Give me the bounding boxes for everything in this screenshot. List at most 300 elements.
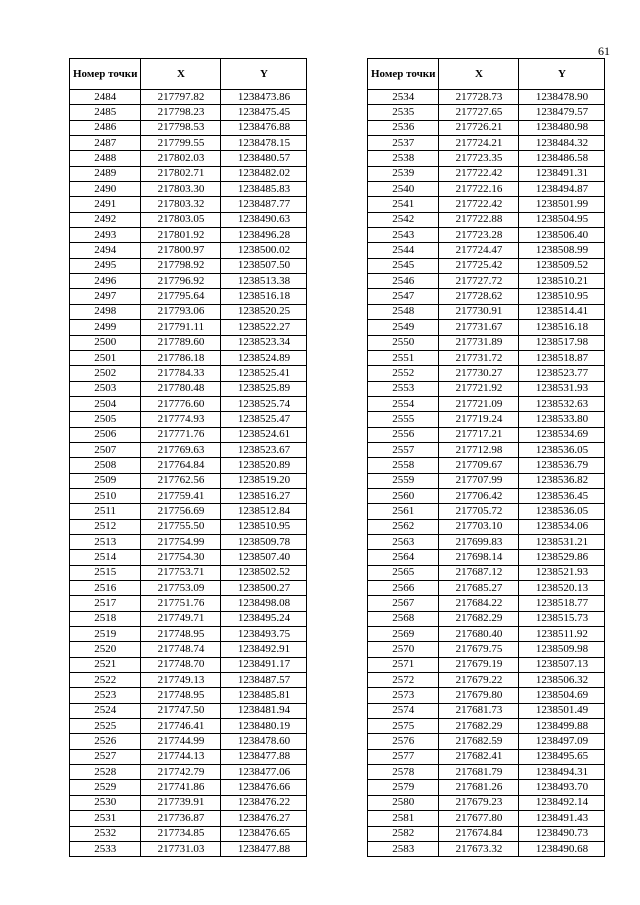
- x-coordinate-cell: 217797.82: [141, 90, 221, 105]
- point-number-cell: 2539: [368, 166, 439, 181]
- x-coordinate-cell: 217774.93: [141, 412, 221, 427]
- x-coordinate-cell: 217762.56: [141, 473, 221, 488]
- x-coordinate-cell: 217673.32: [439, 841, 519, 856]
- point-number-cell: 2501: [70, 350, 141, 365]
- table-row: [70, 504, 307, 519]
- y-coordinate-cell: 1238480.19: [221, 719, 307, 734]
- x-coordinate-cell: 217796.92: [141, 274, 221, 289]
- y-coordinate-cell: 1238509.78: [221, 534, 307, 549]
- x-coordinate-cell: 217751.76: [141, 596, 221, 611]
- y-coordinate-cell: 1238536.05: [519, 442, 605, 457]
- table-row: [368, 534, 605, 549]
- y-coordinate-cell: 1238477.88: [221, 749, 307, 764]
- x-coordinate-cell: 217802.03: [141, 151, 221, 166]
- y-coordinate-cell: 1238525.47: [221, 412, 307, 427]
- table-row: [70, 381, 307, 396]
- table-row: [368, 90, 605, 105]
- point-number-cell: 2569: [368, 627, 439, 642]
- point-number-cell: 2506: [70, 427, 141, 442]
- table-row: [368, 304, 605, 319]
- table-row: [70, 565, 307, 580]
- x-coordinate-cell: 217717.21: [439, 427, 519, 442]
- point-number-cell: 2570: [368, 642, 439, 657]
- x-coordinate-cell: 217742.79: [141, 765, 221, 780]
- table-row: [368, 427, 605, 442]
- x-coordinate-cell: 217679.23: [439, 795, 519, 810]
- table-row: [368, 688, 605, 703]
- x-coordinate-cell: 217684.22: [439, 596, 519, 611]
- x-coordinate-cell: 217802.71: [141, 166, 221, 181]
- point-number-cell: 2538: [368, 151, 439, 166]
- point-number-cell: 2548: [368, 304, 439, 319]
- table-row: [70, 841, 307, 856]
- point-number-cell: 2571: [368, 657, 439, 672]
- point-number-cell: 2533: [70, 841, 141, 856]
- x-coordinate-cell: 217798.53: [141, 120, 221, 135]
- y-coordinate-cell: 1238500.27: [221, 581, 307, 596]
- x-coordinate-cell: 217687.12: [439, 565, 519, 580]
- point-number-cell: 2558: [368, 458, 439, 473]
- x-coordinate-cell: 217731.72: [439, 350, 519, 365]
- y-coordinate-cell: 1238491.31: [519, 166, 605, 181]
- point-number-cell: 2527: [70, 749, 141, 764]
- table-row: [70, 105, 307, 120]
- point-number-cell: 2575: [368, 719, 439, 734]
- y-coordinate-cell: 1238494.87: [519, 182, 605, 197]
- y-coordinate-cell: 1238532.63: [519, 396, 605, 411]
- x-coordinate-cell: 217789.60: [141, 335, 221, 350]
- table-row: [70, 274, 307, 289]
- table-row: [368, 703, 605, 718]
- x-coordinate-cell: 217730.27: [439, 366, 519, 381]
- table-row: [368, 350, 605, 365]
- table-row: [70, 780, 307, 795]
- table-row: [70, 703, 307, 718]
- table-row: [70, 442, 307, 457]
- y-coordinate-cell: 1238518.87: [519, 350, 605, 365]
- table-row: [70, 749, 307, 764]
- point-number-cell: 2537: [368, 136, 439, 151]
- point-number-cell: 2556: [368, 427, 439, 442]
- y-coordinate-cell: 1238520.13: [519, 581, 605, 596]
- y-coordinate-cell: 1238520.89: [221, 458, 307, 473]
- table-row: [368, 366, 605, 381]
- y-coordinate-cell: 1238507.40: [221, 550, 307, 565]
- y-coordinate-cell: 1238480.98: [519, 120, 605, 135]
- table-row: [368, 627, 605, 642]
- x-coordinate-cell: 217722.42: [439, 197, 519, 212]
- coordinates-table-left: [69, 58, 307, 857]
- table-row: [368, 565, 605, 580]
- point-number-cell: 2544: [368, 243, 439, 258]
- x-coordinate-cell: 217703.10: [439, 519, 519, 534]
- point-number-cell: 2496: [70, 274, 141, 289]
- x-coordinate-cell: 217731.03: [141, 841, 221, 856]
- x-coordinate-cell: 217707.99: [439, 473, 519, 488]
- table-row: [70, 581, 307, 596]
- x-coordinate-cell: 217803.30: [141, 182, 221, 197]
- point-number-cell: 2518: [70, 611, 141, 626]
- y-coordinate-cell: 1238481.94: [221, 703, 307, 718]
- y-coordinate-cell: 1238484.32: [519, 136, 605, 151]
- x-coordinate-cell: 217727.72: [439, 274, 519, 289]
- y-coordinate-cell: 1238490.68: [519, 841, 605, 856]
- y-coordinate-cell: 1238478.90: [519, 90, 605, 105]
- y-coordinate-cell: 1238487.77: [221, 197, 307, 212]
- table-row: [70, 427, 307, 442]
- table-row: [70, 350, 307, 365]
- y-coordinate-cell: 1238500.02: [221, 243, 307, 258]
- point-number-cell: 2581: [368, 811, 439, 826]
- x-coordinate-cell: 217749.13: [141, 673, 221, 688]
- point-number-cell: 2512: [70, 519, 141, 534]
- x-coordinate-cell: 217682.59: [439, 734, 519, 749]
- point-number-cell: 2543: [368, 228, 439, 243]
- header-y: Y: [221, 59, 307, 90]
- table-row: [368, 151, 605, 166]
- point-number-cell: 2504: [70, 396, 141, 411]
- x-coordinate-cell: 217736.87: [141, 811, 221, 826]
- point-number-cell: 2566: [368, 581, 439, 596]
- x-coordinate-cell: 217679.75: [439, 642, 519, 657]
- table-row: [368, 166, 605, 181]
- table-row: [368, 611, 605, 626]
- y-coordinate-cell: 1238475.45: [221, 105, 307, 120]
- x-coordinate-cell: 217791.11: [141, 320, 221, 335]
- table-row: [368, 473, 605, 488]
- point-number-cell: 2522: [70, 673, 141, 688]
- point-number-cell: 2488: [70, 151, 141, 166]
- point-number-cell: 2502: [70, 366, 141, 381]
- table-row: [368, 765, 605, 780]
- y-coordinate-cell: 1238496.28: [221, 228, 307, 243]
- y-coordinate-cell: 1238513.38: [221, 274, 307, 289]
- x-coordinate-cell: 217723.28: [439, 228, 519, 243]
- y-coordinate-cell: 1238476.27: [221, 811, 307, 826]
- x-coordinate-cell: 217723.35: [439, 151, 519, 166]
- x-coordinate-cell: 217780.48: [141, 381, 221, 396]
- y-coordinate-cell: 1238502.52: [221, 565, 307, 580]
- x-coordinate-cell: 217698.14: [439, 550, 519, 565]
- y-coordinate-cell: 1238504.69: [519, 688, 605, 703]
- table-header-row: [70, 59, 307, 90]
- table-row: [70, 657, 307, 672]
- table-row: [70, 335, 307, 350]
- x-coordinate-cell: 217709.67: [439, 458, 519, 473]
- y-coordinate-cell: 1238485.83: [221, 182, 307, 197]
- point-number-cell: 2561: [368, 504, 439, 519]
- x-coordinate-cell: 217677.80: [439, 811, 519, 826]
- point-number-cell: 2489: [70, 166, 141, 181]
- point-number-cell: 2560: [368, 488, 439, 503]
- y-coordinate-cell: 1238523.67: [221, 442, 307, 457]
- x-coordinate-cell: 217731.67: [439, 320, 519, 335]
- x-coordinate-cell: 217753.09: [141, 581, 221, 596]
- y-coordinate-cell: 1238504.95: [519, 212, 605, 227]
- point-number-cell: 2500: [70, 335, 141, 350]
- page-number: 61: [598, 44, 610, 58]
- y-coordinate-cell: 1238476.65: [221, 826, 307, 841]
- table-row: [368, 105, 605, 120]
- y-coordinate-cell: 1238476.66: [221, 780, 307, 795]
- table-row: [368, 811, 605, 826]
- table-row: [368, 581, 605, 596]
- point-number-cell: 2515: [70, 565, 141, 580]
- table-row: [368, 795, 605, 810]
- x-coordinate-cell: 217784.33: [141, 366, 221, 381]
- y-coordinate-cell: 1238478.60: [221, 734, 307, 749]
- table-row: [70, 458, 307, 473]
- table-row: [70, 596, 307, 611]
- y-coordinate-cell: 1238529.86: [519, 550, 605, 565]
- y-coordinate-cell: 1238508.99: [519, 243, 605, 258]
- y-coordinate-cell: 1238522.27: [221, 320, 307, 335]
- y-coordinate-cell: 1238493.70: [519, 780, 605, 795]
- x-coordinate-cell: 217724.21: [439, 136, 519, 151]
- y-coordinate-cell: 1238536.45: [519, 488, 605, 503]
- point-number-cell: 2564: [368, 550, 439, 565]
- point-number-cell: 2574: [368, 703, 439, 718]
- table-row: [70, 412, 307, 427]
- point-number-cell: 2528: [70, 765, 141, 780]
- x-coordinate-cell: 217776.60: [141, 396, 221, 411]
- point-number-cell: 2555: [368, 412, 439, 427]
- point-number-cell: 2565: [368, 565, 439, 580]
- table-row: [70, 151, 307, 166]
- y-coordinate-cell: 1238495.24: [221, 611, 307, 626]
- y-coordinate-cell: 1238495.65: [519, 749, 605, 764]
- x-coordinate-cell: 217749.71: [141, 611, 221, 626]
- x-coordinate-cell: 217799.55: [141, 136, 221, 151]
- y-coordinate-cell: 1238511.92: [519, 627, 605, 642]
- table-row: [368, 826, 605, 841]
- x-coordinate-cell: 217706.42: [439, 488, 519, 503]
- y-coordinate-cell: 1238512.84: [221, 504, 307, 519]
- y-coordinate-cell: 1238499.88: [519, 719, 605, 734]
- point-number-cell: 2540: [368, 182, 439, 197]
- point-number-cell: 2525: [70, 719, 141, 734]
- y-coordinate-cell: 1238476.88: [221, 120, 307, 135]
- point-number-cell: 2535: [368, 105, 439, 120]
- y-coordinate-cell: 1238523.34: [221, 335, 307, 350]
- x-coordinate-cell: 217769.63: [141, 442, 221, 457]
- y-coordinate-cell: 1238479.57: [519, 105, 605, 120]
- point-number-cell: 2557: [368, 442, 439, 457]
- y-coordinate-cell: 1238492.14: [519, 795, 605, 810]
- y-coordinate-cell: 1238497.09: [519, 734, 605, 749]
- table-row: [368, 289, 605, 304]
- x-coordinate-cell: 217679.80: [439, 688, 519, 703]
- table-row: [368, 120, 605, 135]
- y-coordinate-cell: 1238520.25: [221, 304, 307, 319]
- point-number-cell: 2523: [70, 688, 141, 703]
- x-coordinate-cell: 217682.29: [439, 719, 519, 734]
- point-number-cell: 2532: [70, 826, 141, 841]
- point-number-cell: 2573: [368, 688, 439, 703]
- x-coordinate-cell: 217771.76: [141, 427, 221, 442]
- y-coordinate-cell: 1238507.13: [519, 657, 605, 672]
- x-coordinate-cell: 217800.97: [141, 243, 221, 258]
- table-row: [368, 243, 605, 258]
- x-coordinate-cell: 217699.83: [439, 534, 519, 549]
- x-coordinate-cell: 217748.95: [141, 688, 221, 703]
- x-coordinate-cell: 217685.27: [439, 581, 519, 596]
- x-coordinate-cell: 217728.62: [439, 289, 519, 304]
- point-number-cell: 2577: [368, 749, 439, 764]
- point-number-cell: 2486: [70, 120, 141, 135]
- y-coordinate-cell: 1238515.73: [519, 611, 605, 626]
- x-coordinate-cell: 217682.41: [439, 749, 519, 764]
- y-coordinate-cell: 1238490.73: [519, 826, 605, 841]
- x-coordinate-cell: 217795.64: [141, 289, 221, 304]
- y-coordinate-cell: 1238521.93: [519, 565, 605, 580]
- point-number-cell: 2549: [368, 320, 439, 335]
- x-coordinate-cell: 217798.23: [141, 105, 221, 120]
- y-coordinate-cell: 1238516.27: [221, 488, 307, 503]
- point-number-cell: 2568: [368, 611, 439, 626]
- table-row: [70, 734, 307, 749]
- table-row: [70, 550, 307, 565]
- x-coordinate-cell: 217731.89: [439, 335, 519, 350]
- y-coordinate-cell: 1238525.89: [221, 381, 307, 396]
- table-row: [368, 412, 605, 427]
- table-row: [70, 182, 307, 197]
- table-row: [368, 550, 605, 565]
- table-row: [70, 826, 307, 841]
- table-row: [70, 258, 307, 273]
- table-row: [368, 780, 605, 795]
- y-coordinate-cell: 1238536.82: [519, 473, 605, 488]
- x-coordinate-cell: 217722.88: [439, 212, 519, 227]
- point-number-cell: 2550: [368, 335, 439, 350]
- point-number-cell: 2513: [70, 534, 141, 549]
- y-coordinate-cell: 1238492.91: [221, 642, 307, 657]
- point-number-cell: 2517: [70, 596, 141, 611]
- coordinates-table-left-body: [70, 90, 307, 857]
- table-row: [368, 274, 605, 289]
- point-number-cell: 2582: [368, 826, 439, 841]
- point-number-cell: 2487: [70, 136, 141, 151]
- x-coordinate-cell: 217739.91: [141, 795, 221, 810]
- y-coordinate-cell: 1238477.06: [221, 765, 307, 780]
- y-coordinate-cell: 1238531.21: [519, 534, 605, 549]
- point-number-cell: 2505: [70, 412, 141, 427]
- point-number-cell: 2545: [368, 258, 439, 273]
- table-row: [368, 396, 605, 411]
- table-row: [70, 90, 307, 105]
- y-coordinate-cell: 1238517.98: [519, 335, 605, 350]
- x-coordinate-cell: 217722.42: [439, 166, 519, 181]
- y-coordinate-cell: 1238498.08: [221, 596, 307, 611]
- point-number-cell: 2563: [368, 534, 439, 549]
- x-coordinate-cell: 217682.29: [439, 611, 519, 626]
- y-coordinate-cell: 1238510.95: [221, 519, 307, 534]
- table-row: [70, 488, 307, 503]
- table-row: [70, 627, 307, 642]
- point-number-cell: 2534: [368, 90, 439, 105]
- point-number-cell: 2509: [70, 473, 141, 488]
- x-coordinate-cell: 217786.18: [141, 350, 221, 365]
- point-number-cell: 2554: [368, 396, 439, 411]
- table-row: [368, 335, 605, 350]
- point-number-cell: 2567: [368, 596, 439, 611]
- y-coordinate-cell: 1238480.57: [221, 151, 307, 166]
- table-row: [368, 596, 605, 611]
- table-row: [368, 442, 605, 457]
- x-coordinate-cell: 217747.50: [141, 703, 221, 718]
- table-row: [368, 258, 605, 273]
- point-number-cell: 2530: [70, 795, 141, 810]
- table-row: [368, 320, 605, 335]
- y-coordinate-cell: 1238510.95: [519, 289, 605, 304]
- point-number-cell: 2490: [70, 182, 141, 197]
- y-coordinate-cell: 1238510.21: [519, 274, 605, 289]
- point-number-cell: 2508: [70, 458, 141, 473]
- y-coordinate-cell: 1238523.77: [519, 366, 605, 381]
- table-row: [368, 734, 605, 749]
- x-coordinate-cell: 217741.86: [141, 780, 221, 795]
- point-number-cell: 2484: [70, 90, 141, 105]
- x-coordinate-cell: 217803.32: [141, 197, 221, 212]
- point-number-cell: 2524: [70, 703, 141, 718]
- point-number-cell: 2531: [70, 811, 141, 826]
- point-number-cell: 2542: [368, 212, 439, 227]
- y-coordinate-cell: 1238536.05: [519, 504, 605, 519]
- table-row: [70, 212, 307, 227]
- x-coordinate-cell: 217748.74: [141, 642, 221, 657]
- y-coordinate-cell: 1238501.99: [519, 197, 605, 212]
- table-row: [368, 749, 605, 764]
- y-coordinate-cell: 1238476.22: [221, 795, 307, 810]
- table-row: [70, 673, 307, 688]
- point-number-cell: 2551: [368, 350, 439, 365]
- y-coordinate-cell: 1238477.88: [221, 841, 307, 856]
- x-coordinate-cell: 217705.72: [439, 504, 519, 519]
- table-row: [368, 657, 605, 672]
- coordinates-table-right: [367, 58, 605, 857]
- table-row: [368, 212, 605, 227]
- x-coordinate-cell: 217674.84: [439, 826, 519, 841]
- y-coordinate-cell: 1238487.57: [221, 673, 307, 688]
- x-coordinate-cell: 217756.69: [141, 504, 221, 519]
- table-row: [70, 795, 307, 810]
- x-coordinate-cell: 217754.30: [141, 550, 221, 565]
- table-row: [368, 841, 605, 856]
- table-row: [368, 136, 605, 151]
- point-number-cell: 2511: [70, 504, 141, 519]
- point-number-cell: 2492: [70, 212, 141, 227]
- x-coordinate-cell: 217753.71: [141, 565, 221, 580]
- point-number-cell: 2519: [70, 627, 141, 642]
- table-row: [70, 228, 307, 243]
- x-coordinate-cell: 217721.92: [439, 381, 519, 396]
- point-number-cell: 2576: [368, 734, 439, 749]
- y-coordinate-cell: 1238506.32: [519, 673, 605, 688]
- point-number-cell: 2495: [70, 258, 141, 273]
- x-coordinate-cell: 217801.92: [141, 228, 221, 243]
- x-coordinate-cell: 217754.99: [141, 534, 221, 549]
- point-number-cell: 2572: [368, 673, 439, 688]
- header-x: X: [439, 59, 519, 90]
- point-number-cell: 2553: [368, 381, 439, 396]
- y-coordinate-cell: 1238536.79: [519, 458, 605, 473]
- point-number-cell: 2503: [70, 381, 141, 396]
- coordinates-table-right-body: [368, 90, 605, 857]
- x-coordinate-cell: 217681.79: [439, 765, 519, 780]
- point-number-cell: 2516: [70, 581, 141, 596]
- table-row: [368, 642, 605, 657]
- x-coordinate-cell: 217681.26: [439, 780, 519, 795]
